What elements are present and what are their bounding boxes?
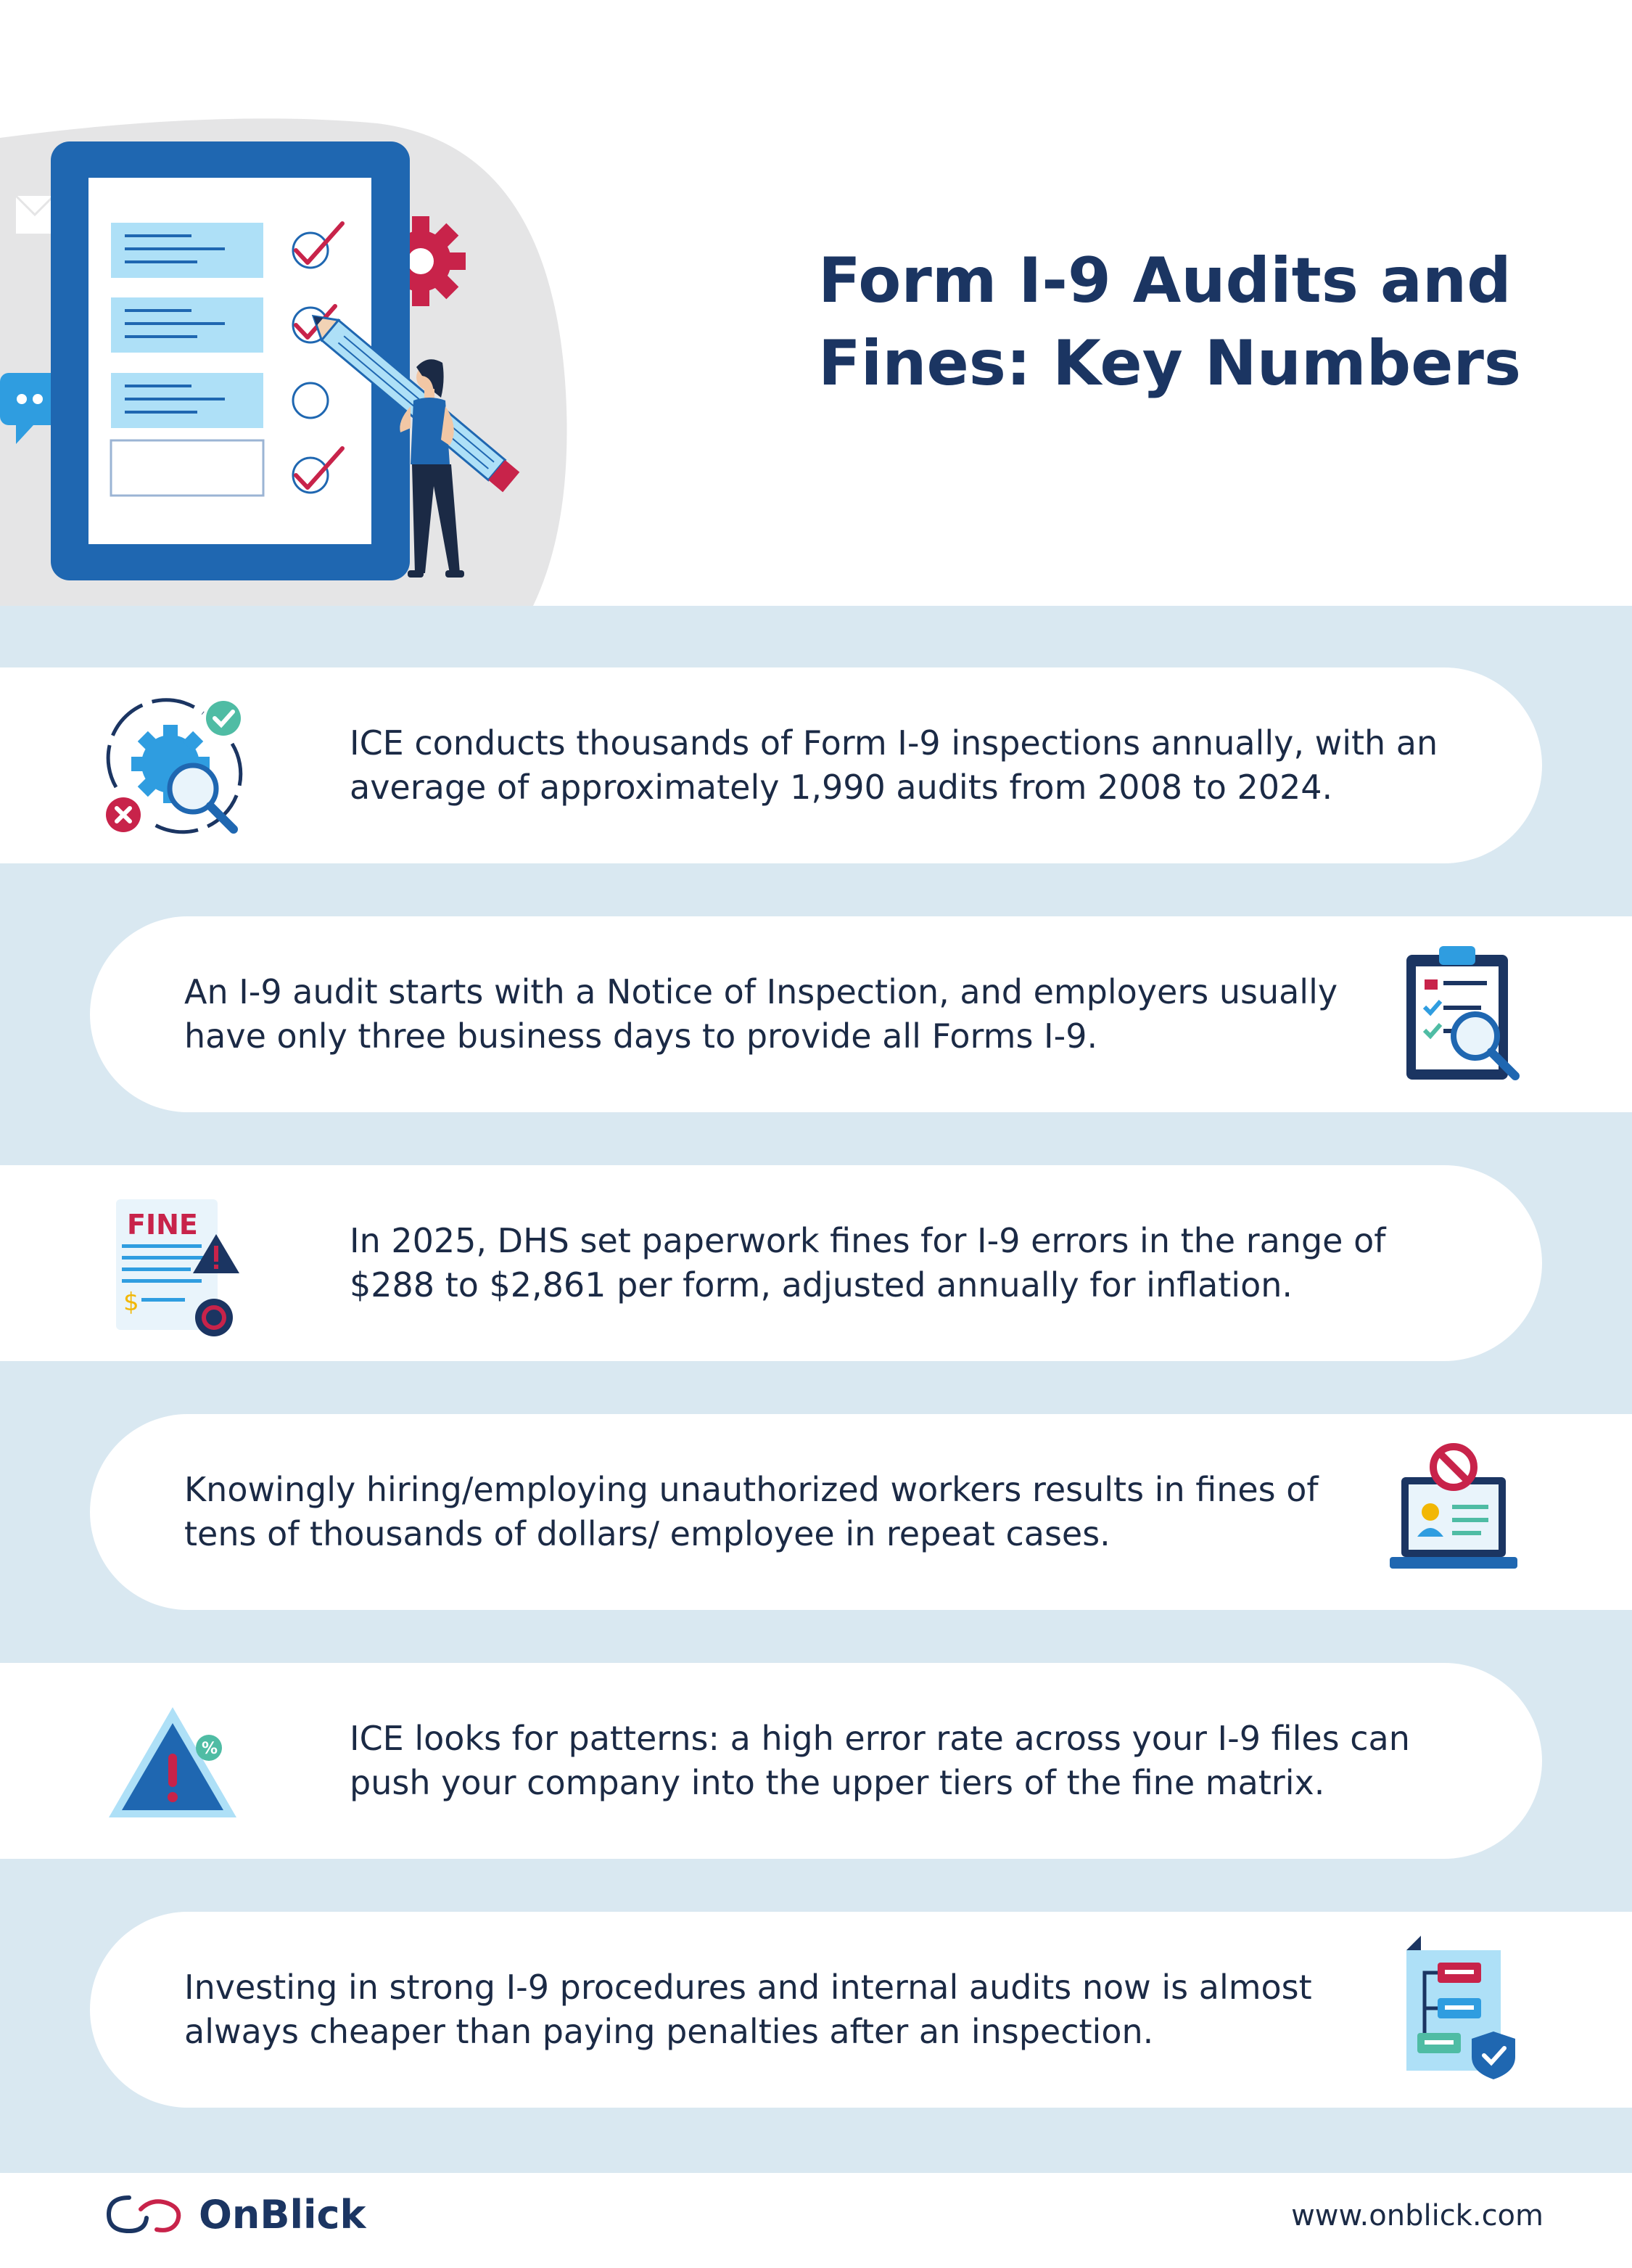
fine-label: FINE xyxy=(127,1209,198,1241)
fine-document-icon xyxy=(94,1183,254,1343)
fact-card-3 xyxy=(0,1165,1542,1361)
warning-triangle-icon xyxy=(94,1681,254,1841)
fact-text-2: An I-9 audit starts with a Notice of Inspection, and employers usually have only three business days to provide all Forms I-9. xyxy=(184,972,1338,1056)
onblick-logo-icon xyxy=(102,2189,189,2240)
facts-band xyxy=(0,606,1632,2173)
hero-section xyxy=(0,0,1632,606)
dollar-sign: $ xyxy=(123,1288,139,1317)
fact-text-3: In 2025, DHS set paperwork fines for I-9 errors in the range of $288 to $2,861 per form, adjusted annually for inflation. xyxy=(350,1221,1386,1304)
footer xyxy=(0,2173,1632,2268)
envelope-icon xyxy=(16,196,54,234)
website-link[interactable]: www.onblick.com xyxy=(1291,2199,1544,2232)
fact-text-4: Knowingly hiring/employing unauthorized workers results in fines of tens of thousands of dollars/ employee in repeat cases. xyxy=(184,1470,1319,1553)
brand-name: OnBlick xyxy=(199,2191,366,2238)
clipboard-checklist-icon xyxy=(1374,934,1533,1094)
fact-card-4 xyxy=(90,1414,1632,1610)
fact-text-1: ICE conducts thousands of Form I-9 inspections annually, with an average of approximately 1,990 audits from 2008 to 2024. xyxy=(350,723,1438,807)
workflow-shield-icon xyxy=(1374,1930,1533,2090)
fact-text-5: ICE looks for patterns: a high error rate across your I-9 files can push your company into the upper tiers of the fine matrix. xyxy=(350,1719,1410,1802)
fact-card-1 xyxy=(0,667,1542,863)
percent-badge: % xyxy=(202,1740,218,1758)
fact-text-6: Investing in strong I-9 procedures and internal audits now is almost always cheaper than paying penalties after an inspection. xyxy=(184,1968,1312,2051)
title-line-1: Form I-9 Audits and xyxy=(818,245,1512,317)
page-title xyxy=(818,239,1587,405)
fact-card-6 xyxy=(90,1912,1632,2108)
fact-card-5 xyxy=(0,1663,1542,1859)
laptop-prohibited-icon xyxy=(1374,1432,1533,1592)
onblick-logo[interactable] xyxy=(102,2189,366,2240)
title-line-2: Fines: Key Numbers xyxy=(818,327,1522,400)
audit-gear-magnifier-icon xyxy=(94,686,254,845)
fact-card-2 xyxy=(90,916,1632,1112)
